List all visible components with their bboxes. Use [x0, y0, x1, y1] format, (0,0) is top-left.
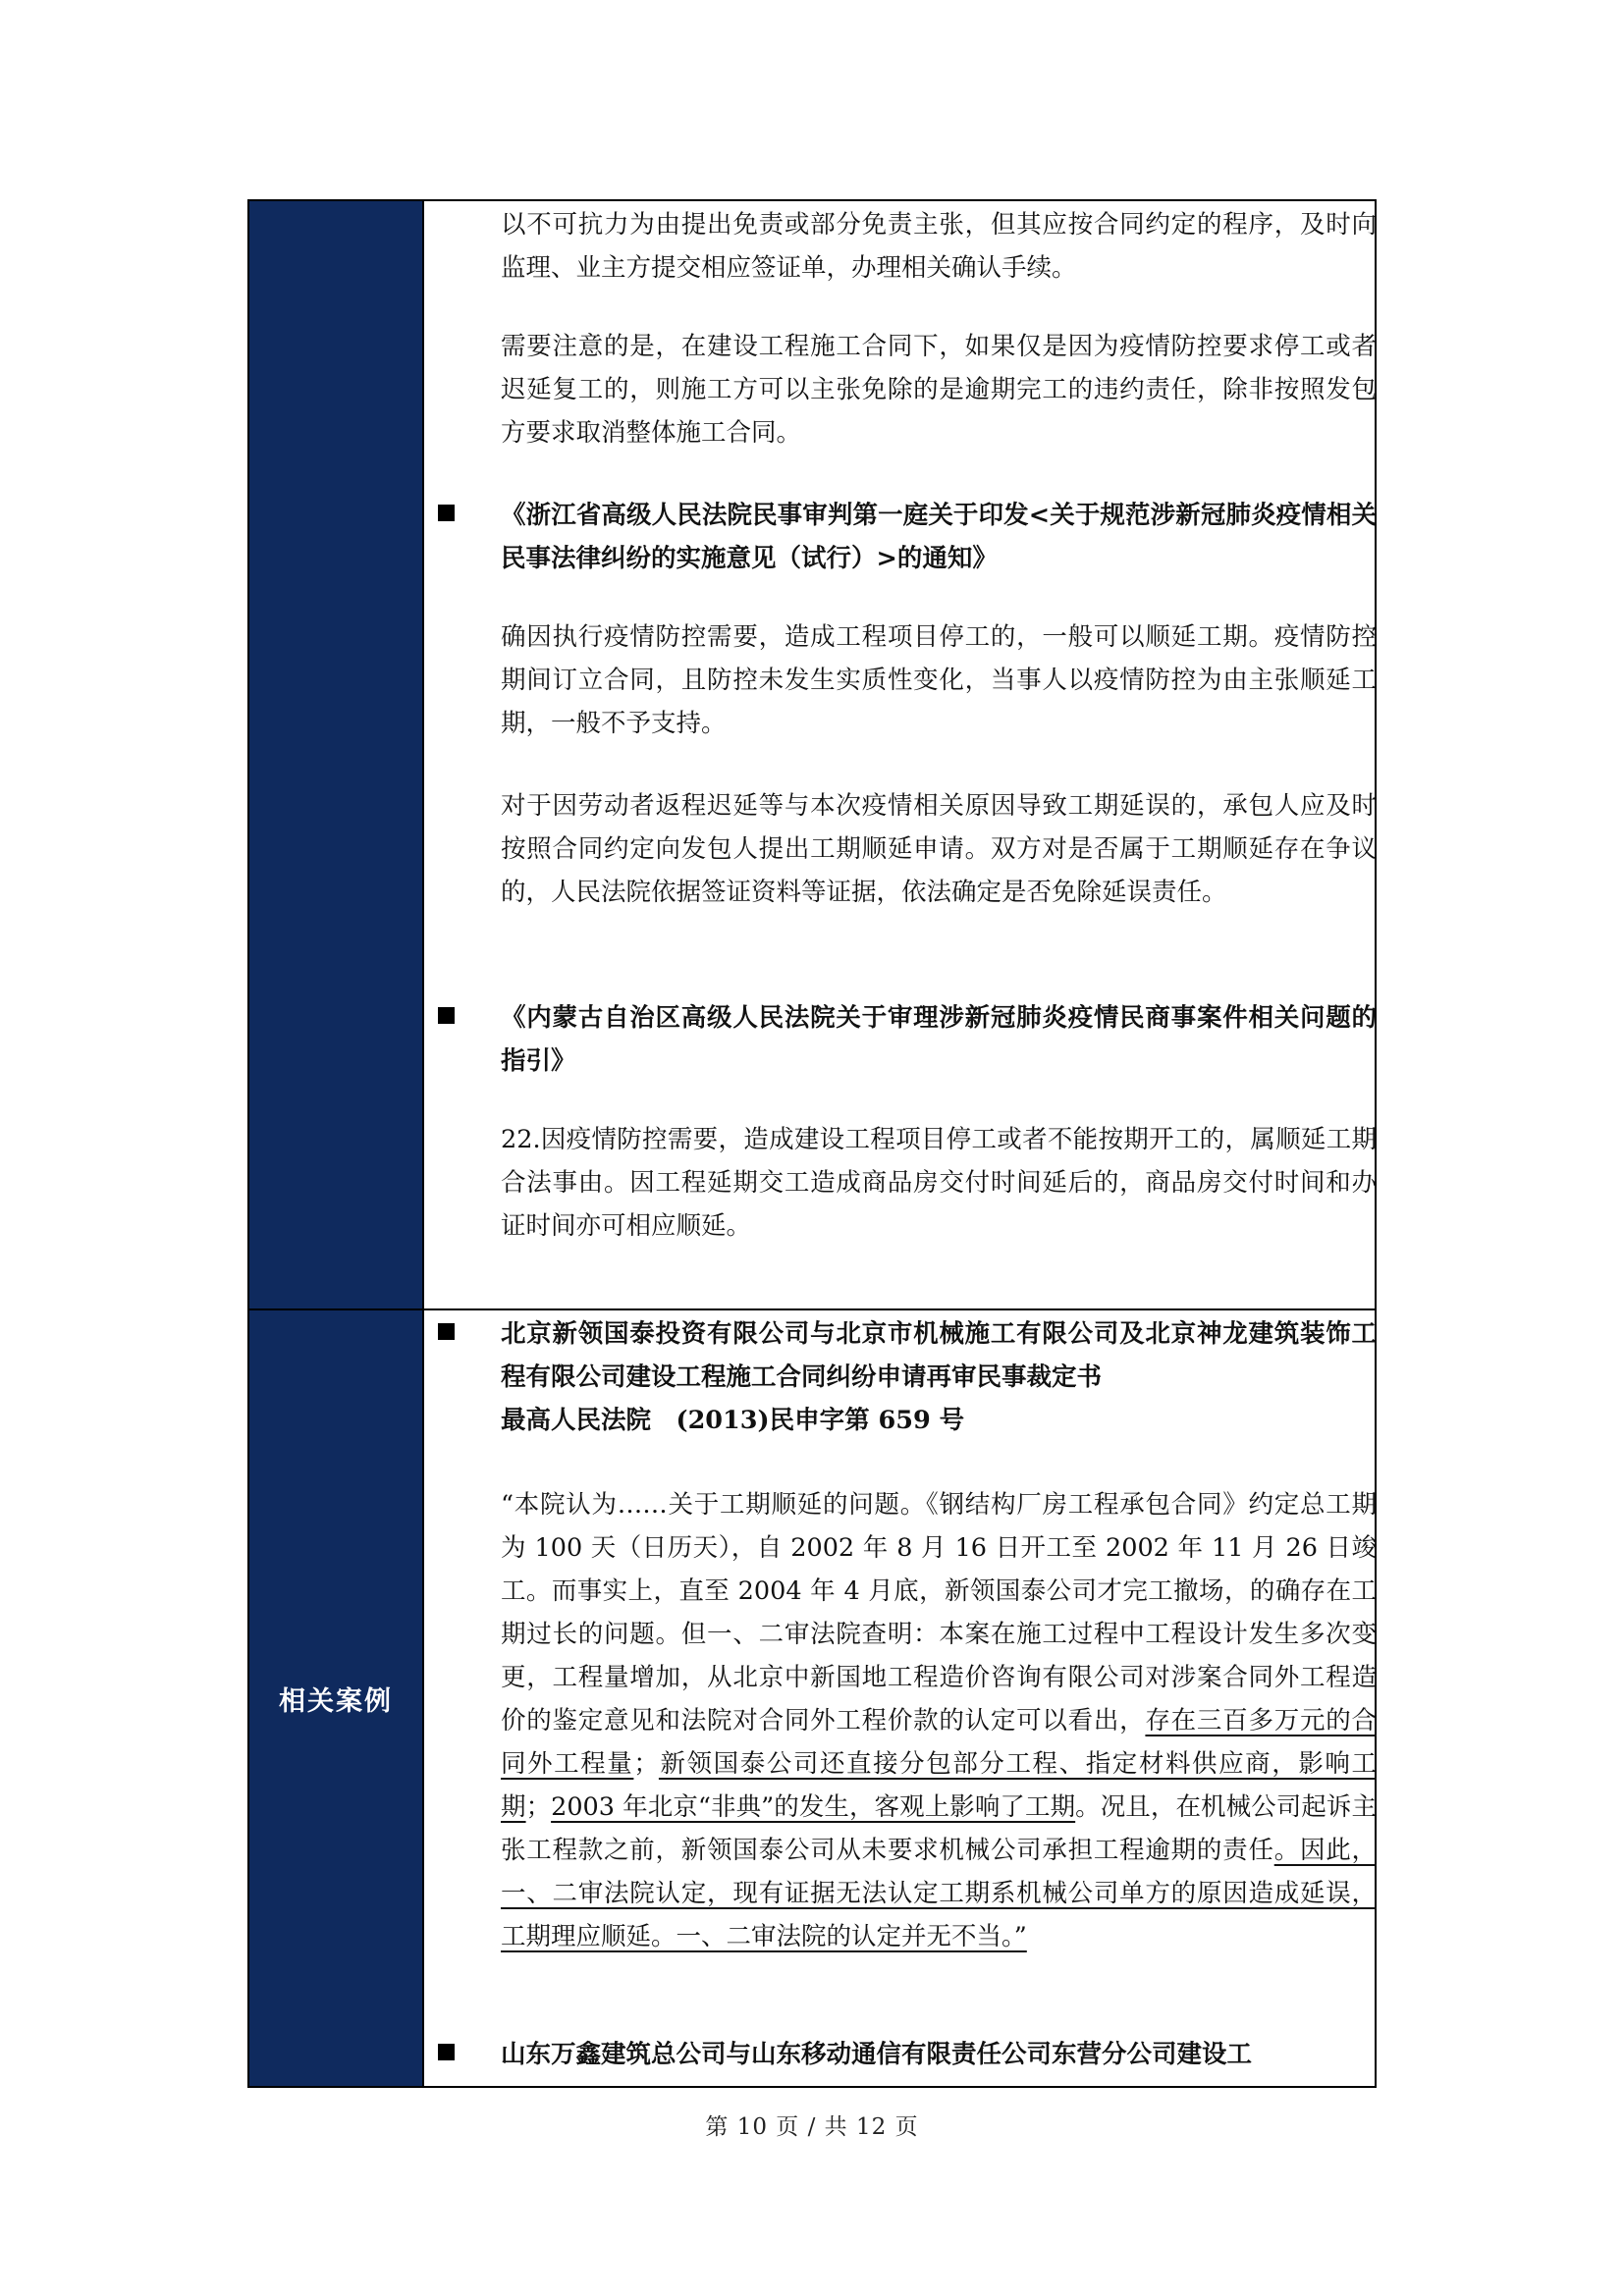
neimenggu-paragraph-1: 22.因疫情防控需要，造成建设工程项目停工或者不能按期开工的，属顺延工期合法事由。因工程延期交工造成商品房交付时间延后的，商品房交付时间和办证时间亦可相应顺延。	[501, 1125, 1377, 1241]
page-footer: 第 10 页 / 共 12 页	[705, 2114, 919, 2140]
side-label-cell-1	[249, 201, 424, 1310]
square-bullet-icon	[438, 505, 455, 521]
zhejiang-paragraph-1: 确因执行疫情防控需要，造成工程项目停工的，一般可以顺延工期。疫情防控期间订立合同，且防控未发生实质性变化，当事人以疫情防控为由主张顺延工期，一般不予支持。	[501, 622, 1377, 738]
case-1-title: 北京新领国泰投资有限公司与北京市机械施工有限公司及北京神龙建筑装饰工程有限公司建设工程施工合同纠纷申请再审民事裁定书	[501, 1319, 1377, 1392]
case-1-quote-part-4: 。况且，在机械公司起诉主张工程款之前，新领国泰公司从未要求机械公司承担工程逾期的责任	[501, 1792, 1377, 1865]
case-1-underlined-3: 2003 年北京“非典”的发生，客观上影响了工期	[551, 1792, 1076, 1822]
case-2-title: 山东万鑫建筑总公司与山东移动通信有限责任公司东营分公司建设工	[501, 2040, 1253, 2069]
zhejiang-notice-title: 《浙江省高级人民法院民事审判第一庭关于印发<关于规范涉新冠肺炎疫情相关民事法律纠纷的实施意见（试行）>的通知》	[501, 501, 1377, 573]
zhejiang-paragraph-2: 对于因劳动者返程迟延等与本次疫情相关原因导致工期延误的，承包人应及时按照合同约定向发包人提出工期顺延申请。双方对是否属于工期顺延存在争议的，人民法院依据签证资料等证据，依法确定是否免除延误责任。	[501, 791, 1377, 907]
side-label-related-cases: 相关案例	[279, 1685, 393, 1717]
paragraph-note: 需要注意的是，在建设工程施工合同下，如果仅是因为疫情防控要求停工或者迟延复工的，则施工方可以主张免除的是逾期完工的违约责任，除非按照发包方要求取消整体施工合同。	[501, 332, 1377, 448]
content-cell-1	[424, 201, 1375, 1310]
case-1-quote-part-2: ；	[633, 1749, 659, 1779]
case-1-underlined-2: 新领国泰公司还直接分包部分工程、指定材料供应商，影响工期	[501, 1749, 1377, 1822]
square-bullet-icon	[438, 1007, 455, 1024]
side-label-cell-2	[249, 1310, 424, 2086]
case-1-quote-part-3: ；	[525, 1792, 552, 1822]
document-table	[247, 199, 1377, 2088]
case-1-quote	[501, 1483, 1377, 1958]
paragraph-continuation: 以不可抗力为由提出免责或部分免责主张，但其应按合同约定的程序，及时向监理、业主方提交相应签证单，办理相关确认手续。	[501, 210, 1377, 283]
content-cell-2	[424, 1310, 1375, 2086]
case-1-quote-part-1: “本院认为……关于工期顺延的问题。《钢结构厂房工程承包合同》约定总工期为 100 天（日历天），自 2002 年 8 月 16 日开工至 2002 年 11 月 26 日竣工。而事实上，直至 2004 年 4 月底，新领国泰公司才完工撤场，的确存在工期过长的问题。但一、二审法院查明：本案在施工过程中工程设计发生多次变更，工程量增加，从北京中新国地工程造价咨询有限公司对涉案合同外工程造价的鉴定意见和法院对合同外工程价款的认定可以看出，	[501, 1490, 1377, 1735]
case-1-underlined-4: 。因此，一、二审法院认定，现有证据无法认定工期系机械公司单方的原因造成延误，工期理应顺延。一、二审法院的认定并无不当。”	[501, 1836, 1377, 1951]
square-bullet-icon	[438, 1323, 455, 1340]
case-1-court: 最高人民法院 (2013)民申字第 659 号	[501, 1406, 965, 1435]
case-1-underlined-1: 存在三百多万元的合同外工程量	[501, 1706, 1377, 1779]
square-bullet-icon	[438, 2044, 455, 2060]
neimenggu-guide-title: 《内蒙古自治区高级人民法院关于审理涉新冠肺炎疫情民商事案件相关问题的指引》	[501, 1003, 1377, 1076]
